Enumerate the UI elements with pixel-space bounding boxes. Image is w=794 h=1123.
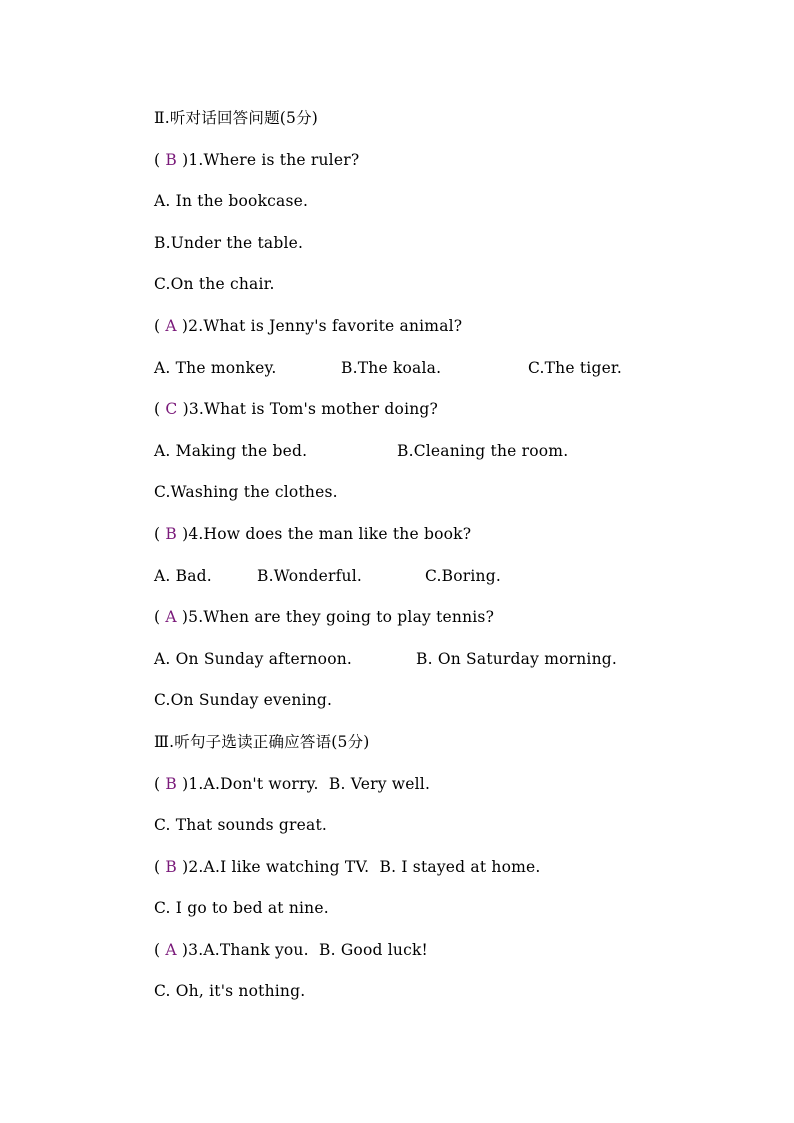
answer-mark: A xyxy=(165,316,177,335)
question-text: What is Tom's mother doing? xyxy=(204,400,439,419)
answer-mark: C xyxy=(165,400,178,419)
question-text: What is Jenny's favorite animal? xyxy=(203,316,463,335)
option: A. Bad. xyxy=(154,566,212,585)
option: A. The monkey. xyxy=(154,358,277,377)
question-text: Where is the ruler? xyxy=(203,150,360,169)
question-number: 3. xyxy=(188,400,205,419)
option: C.Boring. xyxy=(425,566,501,585)
option: C. Oh, it's nothing. xyxy=(154,982,306,1001)
options-row xyxy=(154,437,714,479)
options-line: A.I like watching TV. B. I stayed at home. xyxy=(203,857,541,876)
question-number: 2. xyxy=(188,316,204,335)
response-question-1: ( B )1.A.Don't worry. B. Very well. xyxy=(154,774,431,793)
section-2-title: Ⅱ.听对话回答问题(5分) xyxy=(154,109,319,127)
option: C.The tiger. xyxy=(528,358,622,377)
question-2: ( A )2.What is Jenny's favorite animal? xyxy=(154,316,463,335)
answer-mark: A xyxy=(165,940,177,959)
options-row xyxy=(154,562,714,604)
option: C.On Sunday evening. xyxy=(154,691,333,710)
answer-mark: B xyxy=(165,774,177,793)
option: B.Wonderful. xyxy=(257,566,363,585)
question-number: 5. xyxy=(188,608,204,627)
option: C.Washing the clothes. xyxy=(154,483,338,502)
option: B.Cleaning the room. xyxy=(397,441,569,460)
options-row xyxy=(154,645,714,687)
question-number: 1. xyxy=(188,150,204,169)
options-row xyxy=(154,354,714,396)
question-1: ( B )1.Where is the ruler? xyxy=(154,150,360,169)
question-number: 4. xyxy=(188,524,204,543)
worksheet-page xyxy=(154,104,714,1019)
option: C. I go to bed at nine. xyxy=(154,899,329,918)
answer-mark: B xyxy=(165,150,177,169)
option: B.Under the table. xyxy=(154,233,304,252)
answer-mark: A xyxy=(165,608,177,627)
question-number: 3. xyxy=(188,940,204,959)
question-4: ( B )4.How does the man like the book? xyxy=(154,524,472,543)
option: B. On Saturday morning. xyxy=(416,649,617,668)
option: A. In the bookcase. xyxy=(154,192,309,211)
option: C.On the chair. xyxy=(154,275,275,294)
response-question-3: ( A )3.A.Thank you. B. Good luck! xyxy=(154,940,428,959)
section-3-title: Ⅲ.听句子选读正确应答语(5分) xyxy=(154,732,370,751)
response-question-2: ( B )2.A.I like watching TV. B. I stayed at home. xyxy=(154,857,541,876)
option: B.The koala. xyxy=(341,358,442,377)
question-number: 1. xyxy=(188,774,204,793)
question-text: When are they going to play tennis? xyxy=(203,608,495,627)
question-text: How does the man like the book? xyxy=(203,524,472,543)
options-line: A.Thank you. B. Good luck! xyxy=(203,940,428,959)
answer-mark: B xyxy=(165,524,177,543)
question-5: ( A )5.When are they going to play tennis? xyxy=(154,608,495,627)
option: A. On Sunday afternoon. xyxy=(154,649,353,668)
question-number: 2. xyxy=(188,857,204,876)
question-3: ( C )3.What is Tom's mother doing? xyxy=(154,400,439,419)
answer-mark: B xyxy=(165,857,177,876)
options-line: A.Don't worry. B. Very well. xyxy=(203,774,431,793)
option: C. That sounds great. xyxy=(154,816,328,835)
option: A. Making the bed. xyxy=(154,441,308,460)
